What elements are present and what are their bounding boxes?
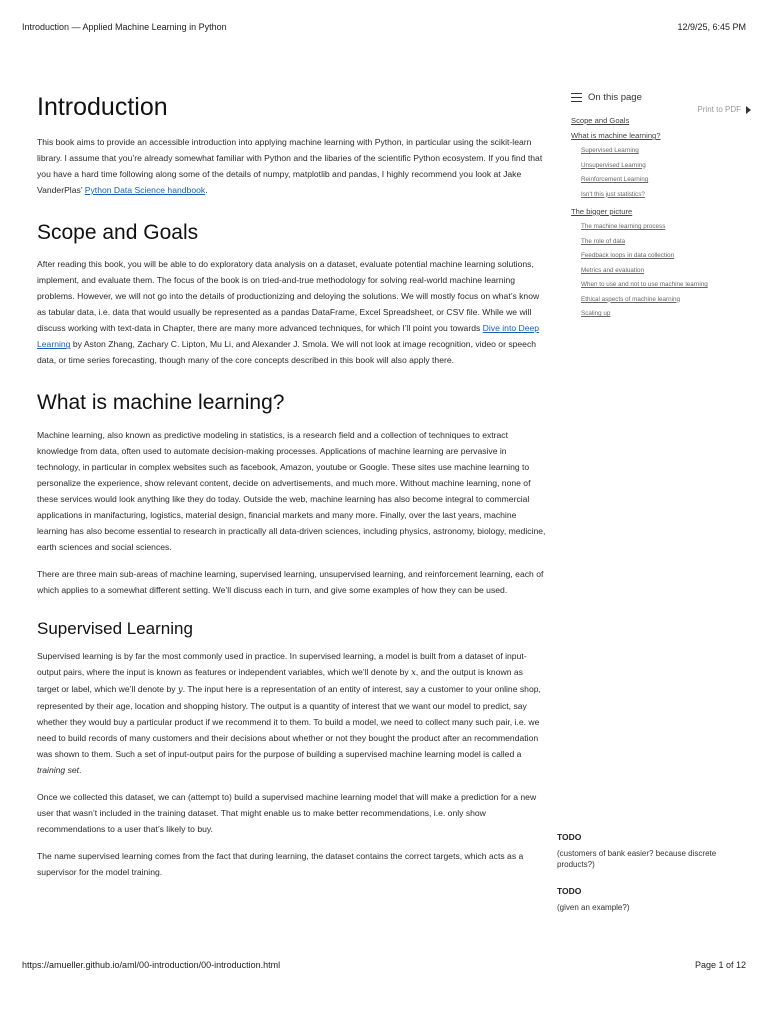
- header-datetime: 12/9/25, 6:45 PM: [677, 22, 746, 32]
- math-x: x: [411, 667, 416, 678]
- toc-item-ml-process[interactable]: The machine learning process: [581, 223, 666, 230]
- margin-notes: [557, 832, 747, 929]
- margin-note: [557, 886, 747, 913]
- toc-sidebar: [571, 92, 751, 322]
- paragraph-intro: This book aims to provide an accessible introduction into applying machine learning with Python, in particular using the scikit-learn library. I assume that you’re already somewhat familiar with Python and the libaries of the scientific Python ecosystem. If you find that you have a hard time following along some of the details of numpy, matplotlib and pandas, I highly recommend you look at Jake VanderPlas’ Python Data Science handbook.: [37, 137, 543, 195]
- toc-item-unsupervised-learning[interactable]: Unsupervised Learning: [581, 161, 646, 169]
- toc-item-reinforcement-learning[interactable]: Reinforcement Learning: [581, 176, 649, 183]
- toc-item-bigger-picture[interactable]: The bigger picture: [571, 207, 633, 216]
- toc-item-feedback-loops[interactable]: Feedback loops in data collection: [581, 252, 675, 259]
- toc-item-role-of-data[interactable]: The role of data: [581, 237, 626, 245]
- math-y: y: [177, 684, 183, 695]
- paragraph-supervised-1: Supervised learning is by far the most commonly used in practice. In supervised learning, a model is built from a dataset of input-output pairs, where the input is known as features or independent variables, which we’ll denote by x, and the output is known as target or label, which we’ll denote by y. The input here is a representation of an entity of interest, say a customer to your online shop, represented by their age, location and shopping history. The output is a quantity of interest that we want our model to predict, say whether they would buy a particular product if we recommend it to them. To build a model, we need to collect many such pair, i.e. we need to build records of many customers and their decisions about whether or not they bought the product after an recommendation was shown to them. Such a set of input-output pairs for the purpose of building a supervised machine learning model is called a training set.: [37, 650, 541, 775]
- link-python-data-science-handbook[interactable]: Python Data Science handbook: [84, 185, 206, 195]
- footer-page-number: Page 1 of 12: [694, 960, 746, 970]
- play-arrow-icon: [746, 106, 751, 114]
- toc-list: [571, 115, 751, 322]
- note-title: TODO: [557, 886, 582, 896]
- print-to-pdf-button[interactable]: [571, 105, 751, 114]
- heading-supervised-learning: Supervised Learning: [37, 618, 193, 638]
- margin-note: [557, 832, 747, 870]
- note-body: (customers of bank easier? because discrete products?): [557, 849, 717, 869]
- toc-item-scope-and-goals[interactable]: Scope and Goals: [571, 116, 630, 125]
- print-header: [22, 22, 746, 32]
- paragraph-what-2: There are three main sub-areas of machine learning, supervised learning, unsupervised learning, and reinforcement learning, each of which applies to a somewhat different setting. We’ll discuss each in turn, and give some examples of how they can be used.: [37, 568, 544, 595]
- print-to-pdf-label: Print to PDF: [697, 105, 741, 114]
- toc-header: [571, 92, 751, 103]
- print-footer: [22, 960, 746, 970]
- paragraph-supervised-3: The name supervised learning comes from the fact that during learning, the dataset contains the correct targets, which acts as a supervisor for the model training.: [37, 850, 524, 877]
- heading-introduction: Introduction: [37, 93, 168, 121]
- toc-item-what-is-ml[interactable]: What is machine learning?: [571, 131, 661, 140]
- heading-what-is-ml: What is machine learning?: [37, 391, 285, 415]
- toc-item-when-to-use[interactable]: When to use and not to use machine learning: [581, 281, 708, 288]
- toc-title: On this page: [588, 92, 642, 103]
- emphasis-training-set: training set: [37, 764, 80, 775]
- note-body: (given an example?): [557, 903, 630, 912]
- heading-scope-and-goals: Scope and Goals: [37, 221, 199, 244]
- link-dive-into-deep-learning[interactable]: Dive into Deep Learning: [37, 323, 540, 350]
- toc-item-metrics[interactable]: Metrics and evaluation: [581, 266, 645, 274]
- toc-item-just-statistics[interactable]: Isn't this just statistics?: [581, 190, 645, 198]
- paragraph-scope: After reading this book, you will be able to do exploratory data analysis on a dataset, evaluate potential machine learning solutions, implement, and evaluate them. The focus of the book is on tried-and-true methodology for solving real-world machine learning problems. However, we will not go into the details of productionizing and deloying the solutions. We will mostly focus on what’s know as tabular data, i.e. data that would usually be represented as a pandas DataFrame, Excel Spreadsheet, or CSV file. While we will discuss working with text-data in Chapter, there are many more advanced techniques, for which I’ll point you towards Dive into Deep Learning by Aston Zhang, Zachary C. Lipton, Mu Li, and Alexander J. Smola. We will not look at image recognition, video or speech data, or time series forecasting, though many of the core concepts described in this book will also apply there.: [37, 259, 540, 366]
- paragraph-what-1: Machine learning, also known as predictive modeling in statistics, is a research field and a collection of techniques to extract knowledge from data, often used to automate decision-making processes. Applications of machine learning are pervasive in technology, in particular in complex websites such as facebook, Amazon, youtube or Google. These sites use machine learning to personalize the experience, show relevant content, decide on advertisements, and much more. Without machine learning, none of these services would look anything like they do today. Outside the web, machine learning has also become integral to commercial applications in manifacturing, logistics, material design, financial markets and many more. Finally, over the last years, machine learning has also become essential to research in practically all data-driven sciences, including physics, astronomy, biology, medicine, earth sciences and social sciences.: [37, 429, 546, 552]
- note-title: TODO: [557, 832, 582, 842]
- paragraph-supervised-2: Once we collected this dataset, we can (attempt to) build a supervised machine learning model that will make a prediction for a new user that wasn’t included in the training dataset. That might enable us to make better recommendations, i.e. only show recommendations to a user that’s likely to buy.: [37, 791, 537, 834]
- main-content: [37, 92, 547, 891]
- toc-item-scaling-up[interactable]: Scaling up: [581, 310, 611, 317]
- footer-url: https://amueller.github.io/aml/00-introduction/00-introduction.html: [22, 960, 281, 970]
- list-icon: [571, 93, 582, 102]
- toc-item-supervised-learning[interactable]: Supervised Learning: [581, 147, 639, 154]
- toc-item-ethical-aspects[interactable]: Ethical aspects of machine learning: [581, 295, 681, 303]
- header-title: Introduction — Applied Machine Learning in Python: [22, 22, 227, 32]
